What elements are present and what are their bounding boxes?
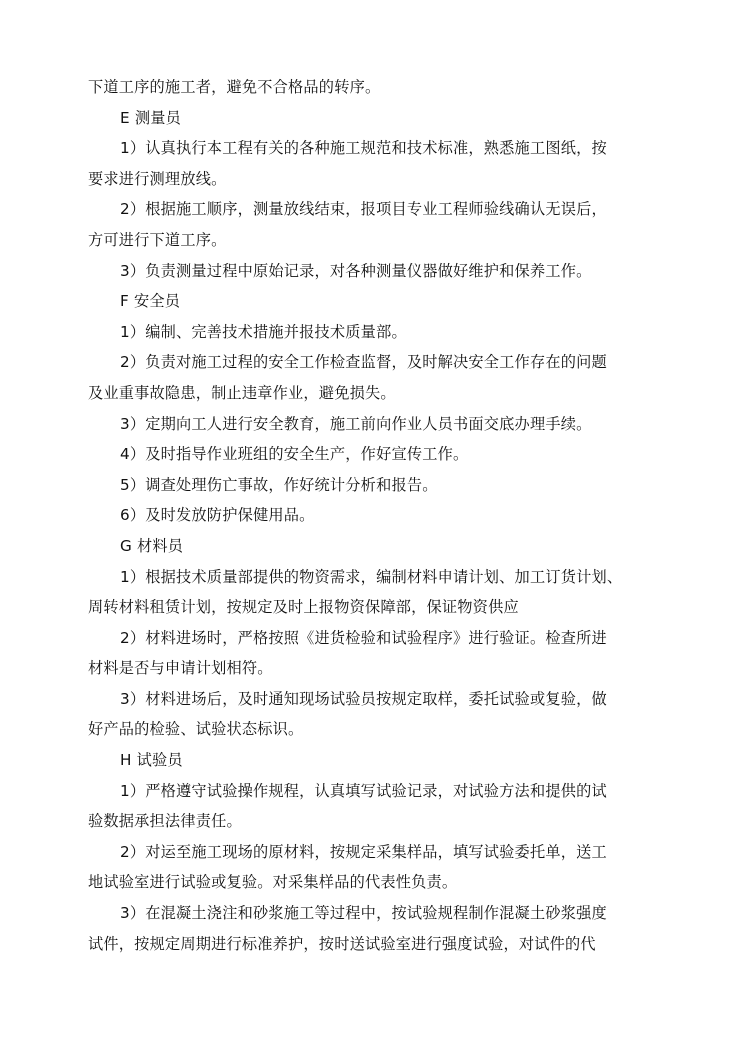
- text-line: 3）负责测量过程中原始记录，对各种测量仪器做好维护和保养工作。: [120, 261, 592, 280]
- text-line: 1）编制、完善技术措施并报技术质量部。: [120, 322, 407, 341]
- text-line: 3）材料进场后，及时通知现场试验员按规定取样，委托试验或复验，做: [120, 689, 607, 708]
- document-body: [88, 72, 662, 959]
- text-line: 方可进行下道工序。: [88, 230, 227, 249]
- text-line: 验数据承担法律责任。: [88, 812, 242, 831]
- text-line: 1）认真执行本工程有关的各种施工规范和技术标准，熟悉施工图纸，按: [120, 139, 607, 158]
- text-line: 3）在混凝土浇注和砂浆施工等过程中，按试验规程制作混凝土砂浆强度: [120, 904, 607, 923]
- text-line: 3）定期向工人进行安全教育，施工前向作业人员书面交底办理手续。: [120, 414, 592, 433]
- text-line: 2）材料进场时，严格按照《进货检验和试验程序》进行验证。检查所进: [120, 628, 607, 647]
- text-line: 2）根据施工顺序，测量放线结束，报项目专业工程师验线确认无误后，: [120, 200, 607, 219]
- text-line: 2）负责对施工过程的安全工作检查监督，及时解决安全工作存在的问题: [120, 353, 607, 372]
- section-heading-e: E 测量员: [120, 108, 181, 127]
- text-line: 4）及时指导作业班组的安全生产，作好宣传工作。: [120, 445, 469, 464]
- text-line: 及业重事故隐患，制止违章作业，避免损失。: [88, 383, 396, 402]
- text-line: 好产品的检验、试验状态标识。: [88, 720, 304, 739]
- section-heading-h: H 试验员: [120, 751, 183, 770]
- text-line: 6）及时发放防护保健用品。: [120, 506, 315, 525]
- text-line: 地试验室进行试验或复验。对采集样品的代表性负责。: [88, 873, 458, 892]
- text-line: 1）严格遵守试验操作规程，认真填写试验记录，对试验方法和提供的试: [120, 781, 607, 800]
- text-line: 2）对运至施工现场的原材料，按规定采集样品，填写试验委托单，送工: [120, 842, 607, 861]
- text-line: 试件，按规定周期进行标准养护，按时送试验室进行强度试验，对试件的代: [88, 934, 596, 953]
- text-line: 材料是否与申请计划相符。: [88, 659, 273, 678]
- text-line: 周转材料租赁计划，按规定及时上报物资保障部，保证物资供应: [88, 598, 519, 617]
- text-line: 下道工序的施工者，避免不合格品的转序。: [88, 78, 381, 96]
- text-line: 5）调查处理伤亡事故，作好统计分析和报告。: [120, 475, 438, 494]
- text-line: 1）根据技术质量部提供的物资需求，编制材料申请计划、加工订货计划、: [120, 567, 623, 586]
- section-heading-g: G 材料员: [120, 536, 184, 555]
- text-line: 要求进行测理放线。: [88, 169, 227, 188]
- section-heading-f: F 安全员: [120, 292, 181, 311]
